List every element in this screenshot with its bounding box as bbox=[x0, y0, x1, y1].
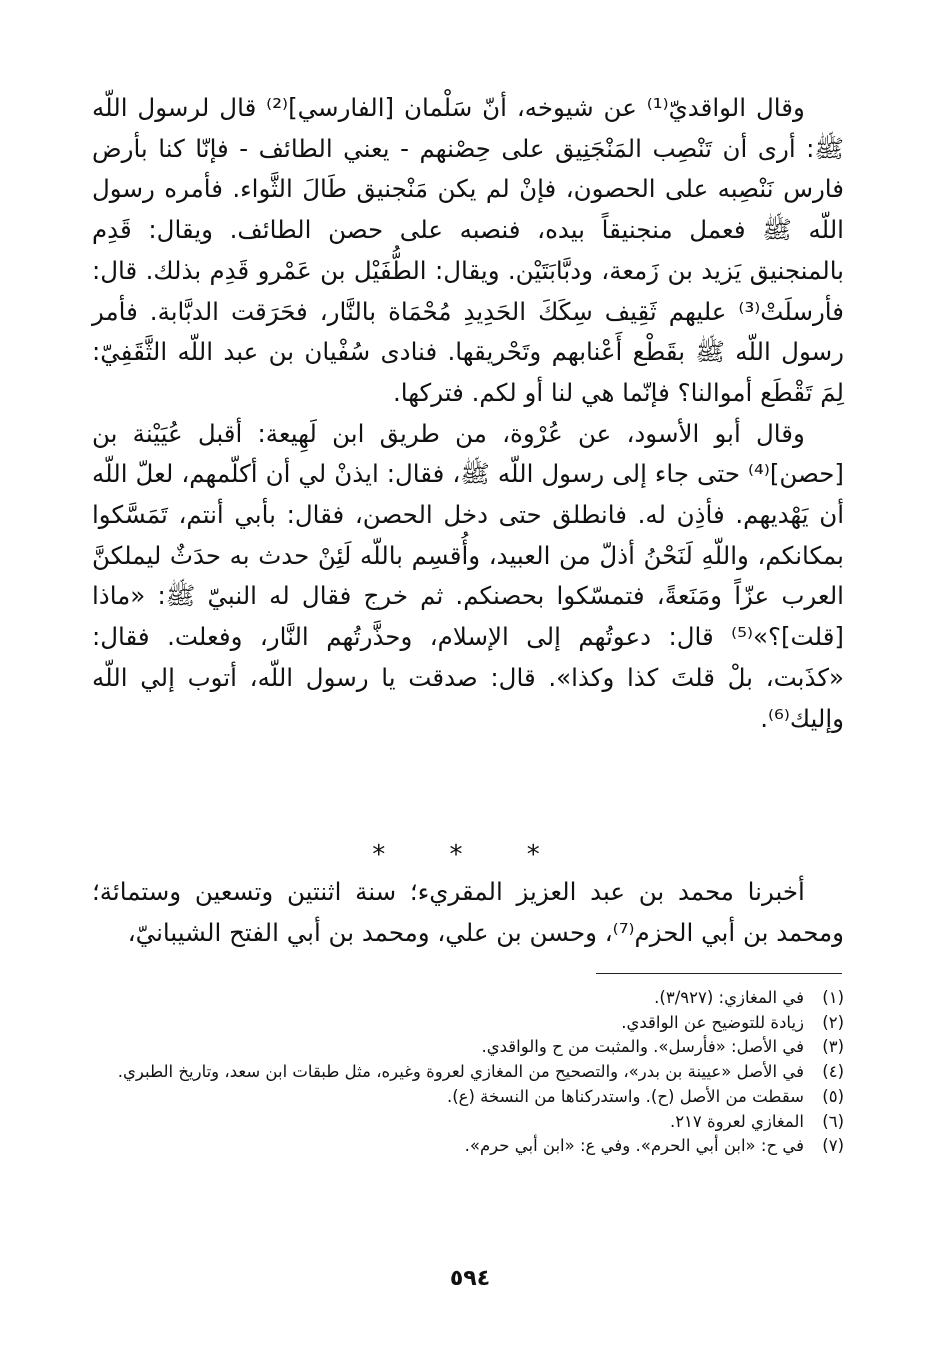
footnote-1 bbox=[92, 986, 844, 1011]
paragraph-3: أخبرنا محمد بن عبد العزيز المقريء؛ سنة اثنتين وتسعين وستمائة؛ ومحمد بن أبي الحزم⁽⁷⁾، وحسن بن علي، ومحمد بن أبي الفتح الشيبانيّ، bbox=[92, 877, 844, 947]
footnote-divider bbox=[596, 973, 842, 974]
footnote-2 bbox=[92, 1011, 844, 1036]
main-text bbox=[92, 88, 844, 739]
footnote-text: في الأصل «عيينة بن بدر»، والتصحيح من المغازي لعروة وغيره، مثل طبقات ابن سعد، وتاريخ الطبري. bbox=[117, 1062, 804, 1082]
paragraph-1: وقال الواقديّ⁽¹⁾ عن شيوخه، أنّ سَلْمان [الفارسي]⁽²⁾ قال لرسول اللّه ﷺ: أرى أن تَنْصِب المَنْجَنِيق على حِصْنهم - يعني الطائف - فإنّا كنا بأرض فارس نَنْصِبه على الحصون، فإنْ لم يكن مَنْجنيق طَالَ الثَّواء. فأمره رسول اللّه ﷺ فعمل منجنيقاً بيده، فنصبه على حصن الطائف. ويقال: قَدِم بالمنجنيق يَزيد بن زَمعة، ودبَّابَتَيْن. ويقال: الطُّفَيْل بن عَمْرو قَدِم بذلك. قال: فأرسلَتْ⁽³⁾ عليهم ثَقِيف سِكَكَ الحَدِيدِ مُحْمَاة بالنَّار، فحَرَقت الدبَّابة. فأمر رسول اللّه ﷺ بقَطْع أَعْنابهم وتَحْريقها. فنادى سُفْيان بن عبد اللّه الثَّقَفِيّ: لِمَ تَقْطَع أموالنا؟ فإنّما هي لنا أو لكم. فتركها. bbox=[92, 93, 844, 407]
footnote-number: (١) bbox=[822, 988, 844, 1007]
footnote-5 bbox=[92, 1085, 844, 1110]
footnote-number: (٧) bbox=[822, 1136, 844, 1156]
footnote-7 bbox=[92, 1134, 844, 1159]
footnote-number: (٥) bbox=[822, 1086, 844, 1106]
footnote-number: (٦) bbox=[822, 1111, 844, 1131]
footnotes bbox=[92, 986, 844, 1159]
footnote-text: زيادة للتوضيح عن الواقدي. bbox=[621, 1012, 804, 1032]
footnote-text: في الأصل: «فأرسل». والمثبت من ح والواقدي. bbox=[481, 1037, 804, 1057]
page-number: ٥٩٤ bbox=[449, 1266, 491, 1291]
footnote-number: (٢) bbox=[822, 1012, 844, 1032]
footnote-text: في ح: «ابن أبي الحرم». وفي ع: «ابن أبي حرم». bbox=[464, 1136, 804, 1156]
footnote-text: في المغازي: (٣/٩٢٧). bbox=[654, 988, 804, 1007]
footnote-4 bbox=[92, 1060, 844, 1085]
footnote-3 bbox=[92, 1035, 844, 1060]
footnote-text: سقطت من الأصل (ح). واستدركناها من النسخة (ع). bbox=[446, 1086, 804, 1106]
footnote-text: المغازي لعروة ٢١٧. bbox=[669, 1111, 804, 1131]
paragraph-2: وقال أبو الأسود، عن عُرْوة، من طريق ابن لَهِيعة: أقبل عُيَيْنة بن [حصن]⁽⁴⁾ حتى جاء إلى رسول اللّه ﷺ، فقال: ايذنْ لي أن أكلّمهم، لعلّ اللّه أن يَهْديهم. فأذِن له. فانطلق حتى دخل الحصن، فقال: بأبي أنتم، تَمَسَّكوا بمكانكم، واللّهِ لَنَحْنُ أذلّ من العبيد، وأُقسِم باللّه لَئِنْ حدث به حدَثٌ ليملكنَّ العرب عزّاً ومَنَعةً، فتمسّكوا بحصنكم. ثم خرج فقال له النبيّ ﷺ: «ماذا [قلت]؟»⁽⁵⁾ قال: دعوتُهم إلى الإسلام، وحذَّرتُهم النَّار، وفعلت. فقال: «كذَبت، بلْ قلتَ كذا وكذا». قال: صدقت يا رسول اللّه، أتوب إلي اللّه وإليك⁽⁶⁾. bbox=[92, 418, 844, 733]
main-text-continued bbox=[92, 872, 844, 953]
footnote-6 bbox=[92, 1110, 844, 1135]
footnote-number: (٤) bbox=[822, 1062, 844, 1082]
footnote-number: (٣) bbox=[822, 1037, 844, 1057]
section-separator: * * * bbox=[372, 840, 568, 870]
